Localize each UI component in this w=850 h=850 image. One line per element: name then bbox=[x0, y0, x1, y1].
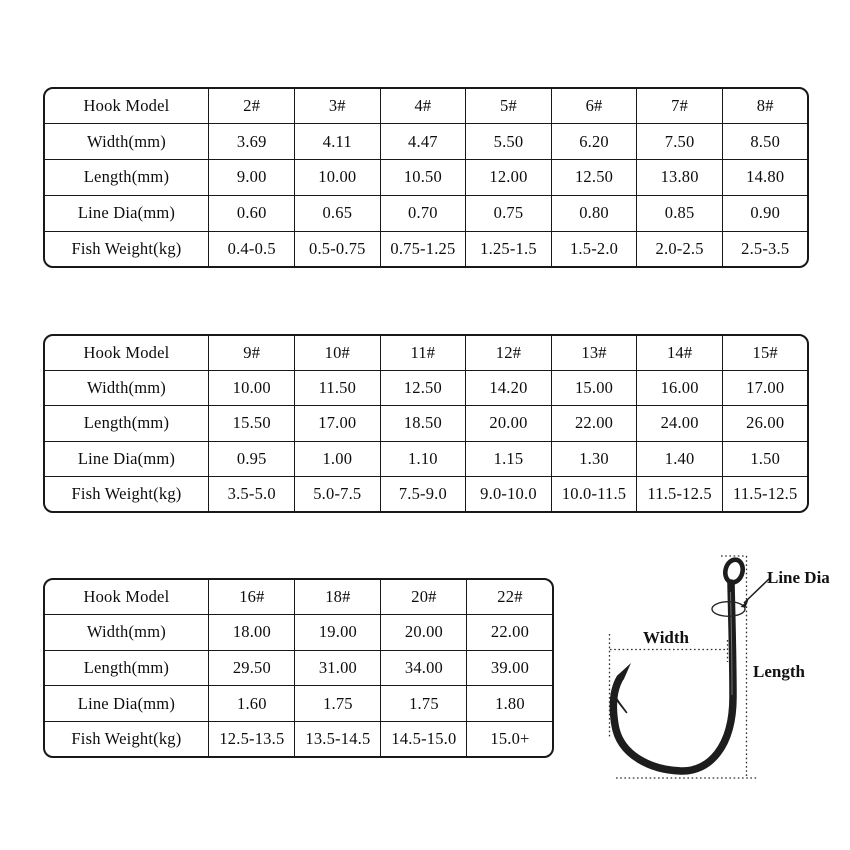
value-cell: 16.00 bbox=[637, 370, 723, 405]
table-row bbox=[44, 88, 808, 124]
line-dia-label: Line Dia bbox=[767, 568, 830, 587]
value-cell: 11.5-12.5 bbox=[637, 477, 723, 512]
value-cell: 0.60 bbox=[209, 195, 295, 231]
value-cell: 12.50 bbox=[551, 160, 637, 196]
value-cell: 11.50 bbox=[295, 370, 381, 405]
row-label: Length(mm) bbox=[44, 406, 209, 441]
value-cell: 14.20 bbox=[466, 370, 552, 405]
hook-model-cell: 2# bbox=[209, 88, 295, 124]
hook-model-cell: 12# bbox=[466, 335, 552, 370]
value-cell: 20.00 bbox=[381, 615, 467, 651]
table-header-label: Hook Model bbox=[44, 579, 209, 615]
value-cell: 5.50 bbox=[466, 124, 552, 160]
value-cell: 1.15 bbox=[466, 441, 552, 476]
value-cell: 10.0-11.5 bbox=[551, 477, 637, 512]
value-cell: 0.85 bbox=[637, 195, 723, 231]
row-label: Line Dia(mm) bbox=[44, 686, 209, 722]
value-cell: 6.20 bbox=[551, 124, 637, 160]
row-label: Width(mm) bbox=[44, 615, 209, 651]
hook-size-table-large bbox=[43, 578, 554, 758]
value-cell: 14.5-15.0 bbox=[381, 721, 467, 757]
row-label: Length(mm) bbox=[44, 650, 209, 686]
value-cell: 20.00 bbox=[466, 406, 552, 441]
value-cell: 15.0+ bbox=[467, 721, 553, 757]
value-cell: 0.4-0.5 bbox=[209, 231, 295, 267]
value-cell: 9.0-10.0 bbox=[466, 477, 552, 512]
width-label: Width bbox=[643, 628, 689, 647]
table-row bbox=[44, 406, 808, 441]
spec-table bbox=[44, 335, 809, 513]
value-cell: 1.25-1.5 bbox=[466, 231, 552, 267]
table-row bbox=[44, 686, 553, 722]
value-cell: 0.70 bbox=[380, 195, 466, 231]
value-cell: 1.00 bbox=[295, 441, 381, 476]
value-cell: 15.00 bbox=[551, 370, 637, 405]
value-cell: 2.5-3.5 bbox=[722, 231, 808, 267]
value-cell: 22.00 bbox=[467, 615, 553, 651]
hook-model-cell: 5# bbox=[466, 88, 552, 124]
table-row bbox=[44, 650, 553, 686]
table-header-label: Hook Model bbox=[44, 335, 209, 370]
value-cell: 0.5-0.75 bbox=[295, 231, 381, 267]
hook-model-cell: 22# bbox=[467, 579, 553, 615]
hook-model-cell: 9# bbox=[209, 335, 295, 370]
value-cell: 13.5-14.5 bbox=[295, 721, 381, 757]
value-cell: 0.75 bbox=[466, 195, 552, 231]
value-cell: 0.75-1.25 bbox=[380, 231, 466, 267]
value-cell: 0.90 bbox=[722, 195, 808, 231]
value-cell: 0.80 bbox=[551, 195, 637, 231]
value-cell: 17.00 bbox=[722, 370, 808, 405]
value-cell: 7.5-9.0 bbox=[380, 477, 466, 512]
row-label: Width(mm) bbox=[44, 124, 209, 160]
value-cell: 15.50 bbox=[209, 406, 295, 441]
table-row bbox=[44, 477, 808, 512]
value-cell: 31.00 bbox=[295, 650, 381, 686]
value-cell: 24.00 bbox=[637, 406, 723, 441]
value-cell: 34.00 bbox=[381, 650, 467, 686]
hook-model-cell: 3# bbox=[295, 88, 381, 124]
value-cell: 1.50 bbox=[722, 441, 808, 476]
value-cell: 5.0-7.5 bbox=[295, 477, 381, 512]
value-cell: 19.00 bbox=[295, 615, 381, 651]
table-row bbox=[44, 370, 808, 405]
value-cell: 29.50 bbox=[209, 650, 295, 686]
value-cell: 12.50 bbox=[380, 370, 466, 405]
line-dia-arrowhead bbox=[741, 600, 749, 608]
table-row bbox=[44, 231, 808, 267]
row-label: Length(mm) bbox=[44, 160, 209, 196]
value-cell: 4.47 bbox=[380, 124, 466, 160]
value-cell: 26.00 bbox=[722, 406, 808, 441]
value-cell: 1.40 bbox=[637, 441, 723, 476]
value-cell: 1.5-2.0 bbox=[551, 231, 637, 267]
table-row bbox=[44, 441, 808, 476]
value-cell: 22.00 bbox=[551, 406, 637, 441]
value-cell: 1.60 bbox=[209, 686, 295, 722]
value-cell: 1.75 bbox=[381, 686, 467, 722]
value-cell: 0.65 bbox=[295, 195, 381, 231]
value-cell: 10.00 bbox=[295, 160, 381, 196]
hook-model-cell: 11# bbox=[380, 335, 466, 370]
value-cell: 7.50 bbox=[637, 124, 723, 160]
value-cell: 1.80 bbox=[467, 686, 553, 722]
value-cell: 13.80 bbox=[637, 160, 723, 196]
spec-table bbox=[44, 579, 554, 758]
value-cell: 17.00 bbox=[295, 406, 381, 441]
hook-model-cell: 16# bbox=[209, 579, 295, 615]
hook-shank-and-bend bbox=[613, 583, 733, 771]
value-cell: 18.50 bbox=[380, 406, 466, 441]
hook-model-cell: 10# bbox=[295, 335, 381, 370]
table-row bbox=[44, 579, 553, 615]
hook-model-cell: 13# bbox=[551, 335, 637, 370]
row-label: Fish Weight(kg) bbox=[44, 231, 209, 267]
table-row bbox=[44, 195, 808, 231]
value-cell: 4.11 bbox=[295, 124, 381, 160]
value-cell: 12.5-13.5 bbox=[209, 721, 295, 757]
row-label: Line Dia(mm) bbox=[44, 195, 209, 231]
row-label: Fish Weight(kg) bbox=[44, 721, 209, 757]
value-cell: 9.00 bbox=[209, 160, 295, 196]
hook-model-cell: 15# bbox=[722, 335, 808, 370]
value-cell: 11.5-12.5 bbox=[722, 477, 808, 512]
hook-model-cell: 18# bbox=[295, 579, 381, 615]
value-cell: 3.5-5.0 bbox=[209, 477, 295, 512]
value-cell: 39.00 bbox=[467, 650, 553, 686]
hook-model-cell: 14# bbox=[637, 335, 723, 370]
value-cell: 10.50 bbox=[380, 160, 466, 196]
fish-hook-illustration bbox=[613, 558, 745, 771]
value-cell: 1.30 bbox=[551, 441, 637, 476]
value-cell: 14.80 bbox=[722, 160, 808, 196]
spec-table bbox=[44, 88, 809, 268]
table-header-label: Hook Model bbox=[44, 88, 209, 124]
table-row bbox=[44, 335, 808, 370]
hook-size-table-medium bbox=[43, 334, 809, 513]
hook-measurement-diagram bbox=[575, 535, 850, 825]
row-label: Width(mm) bbox=[44, 370, 209, 405]
value-cell: 0.95 bbox=[209, 441, 295, 476]
hook-model-cell: 8# bbox=[722, 88, 808, 124]
length-label: Length bbox=[753, 662, 805, 681]
hook-model-cell: 4# bbox=[380, 88, 466, 124]
hook-model-cell: 6# bbox=[551, 88, 637, 124]
table-row bbox=[44, 615, 553, 651]
hook-eye bbox=[723, 558, 745, 584]
value-cell: 8.50 bbox=[722, 124, 808, 160]
table-row bbox=[44, 160, 808, 196]
row-label: Fish Weight(kg) bbox=[44, 477, 209, 512]
value-cell: 12.00 bbox=[466, 160, 552, 196]
hook-size-table-small bbox=[43, 87, 809, 268]
table-row bbox=[44, 721, 553, 757]
value-cell: 18.00 bbox=[209, 615, 295, 651]
value-cell: 2.0-2.5 bbox=[637, 231, 723, 267]
row-label: Line Dia(mm) bbox=[44, 441, 209, 476]
value-cell: 1.75 bbox=[295, 686, 381, 722]
value-cell: 3.69 bbox=[209, 124, 295, 160]
value-cell: 10.00 bbox=[209, 370, 295, 405]
hook-model-cell: 7# bbox=[637, 88, 723, 124]
table-row bbox=[44, 124, 808, 160]
value-cell: 1.10 bbox=[380, 441, 466, 476]
hook-model-cell: 20# bbox=[381, 579, 467, 615]
